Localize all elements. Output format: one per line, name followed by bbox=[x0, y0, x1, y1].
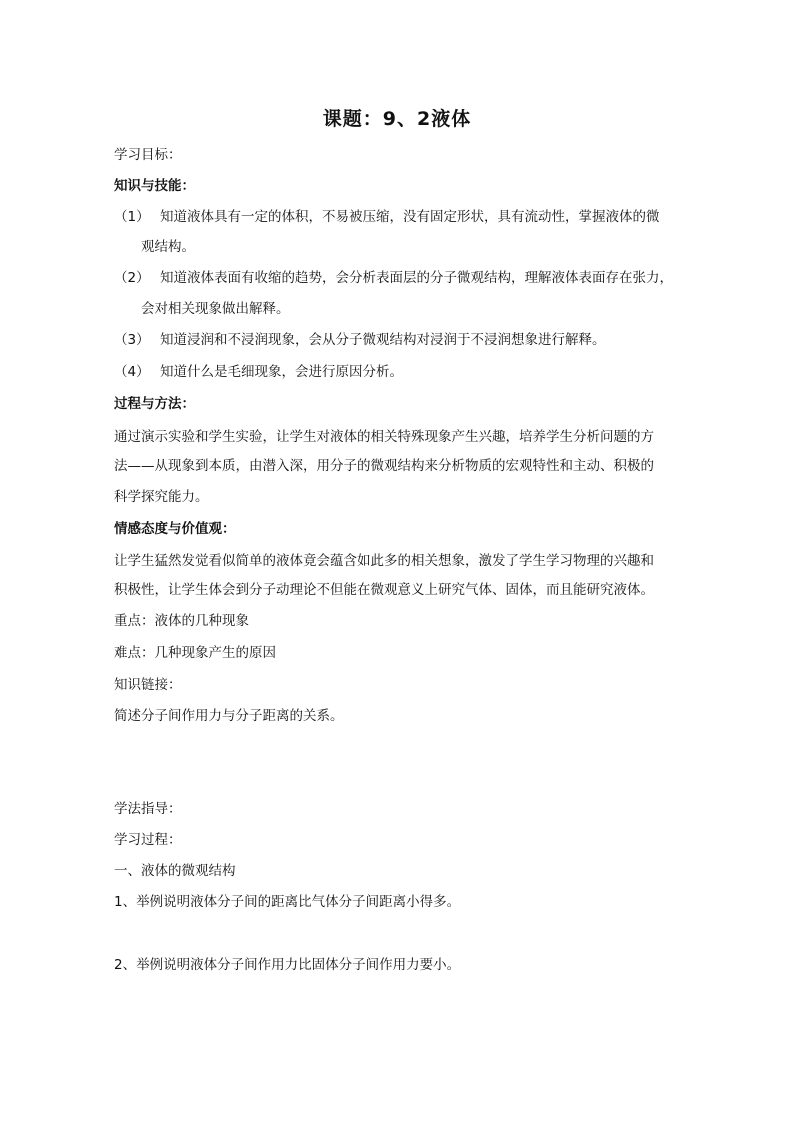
objective-item-text-continued: 会对相关现象做出解释。 bbox=[141, 301, 290, 317]
learning-process-label: 学习过程： bbox=[114, 832, 182, 848]
method-guide-label: 学法指导： bbox=[114, 801, 182, 817]
objective-item-number: （3） bbox=[114, 332, 150, 348]
objectives-label: 学习目标： bbox=[114, 147, 182, 163]
knowledge-skills-heading: 知识与技能： bbox=[114, 178, 195, 194]
objective-item-text: 知道什么是毛细现象，会进行原因分析。 bbox=[160, 364, 403, 380]
objective-item-2 bbox=[114, 268, 694, 288]
objective-item-1 bbox=[114, 207, 694, 227]
question-2: 2、举例说明液体分子间作用力比固体分子间作用力要小。 bbox=[114, 957, 461, 973]
objective-item-text-continued: 观结构。 bbox=[141, 239, 195, 255]
knowledge-link-text: 简述分子间作用力与分子距离的关系。 bbox=[114, 708, 344, 724]
question-1: 1、举例说明液体分子间的距离比气体分子间距离小得多。 bbox=[114, 894, 461, 910]
page-title: 课题：9、2液体 bbox=[322, 108, 472, 130]
paragraph-line: 通过演示实验和学生实验，让学生对液体的相关特殊现象产生兴趣，培养学生分析问题的方 bbox=[114, 429, 654, 445]
objective-item-number: （4） bbox=[114, 364, 150, 380]
section-heading: 一、液体的微观结构 bbox=[114, 863, 236, 879]
paragraph-line: 积极性，让学生体会到分子动理论不但能在微观意义上研究气体、固体，而且能研究液体。 bbox=[114, 582, 654, 598]
objective-item-number: （2） bbox=[114, 270, 150, 286]
emotion-values-heading: 情感态度与价值观： bbox=[114, 521, 236, 537]
paragraph-line: 科学探究能力。 bbox=[114, 489, 209, 505]
knowledge-link-label: 知识链接： bbox=[114, 677, 182, 693]
objective-item-text: 知道液体具有一定的体积，不易被压缩，没有固定形状，具有流动性，掌握液体的微 bbox=[160, 209, 660, 225]
key-point: 重点：液体的几种现象 bbox=[114, 613, 249, 629]
paragraph-line: 法——从现象到本质，由潜入深，用分子的微观结构来分析物质的宏观特性和主动、积极的 bbox=[114, 458, 654, 474]
objective-item-4 bbox=[114, 362, 694, 382]
objective-item-3 bbox=[114, 330, 694, 350]
process-methods-heading: 过程与方法： bbox=[114, 396, 195, 412]
objective-item-text: 知道浸润和不浸润现象，会从分子微观结构对浸润于不浸润想象进行解释。 bbox=[160, 332, 606, 348]
difficulty-point: 难点：几种现象产生的原因 bbox=[114, 645, 276, 661]
paragraph-line: 让学生猛然发觉看似简单的液体竟会蕴含如此多的相关想象，激发了学生学习物理的兴趣和 bbox=[114, 553, 654, 569]
objective-item-number: （1） bbox=[114, 209, 150, 225]
objective-item-text: 知道液体表面有收缩的趋势，会分析表面层的分子微观结构，理解液体表面存在张力， bbox=[160, 270, 673, 286]
